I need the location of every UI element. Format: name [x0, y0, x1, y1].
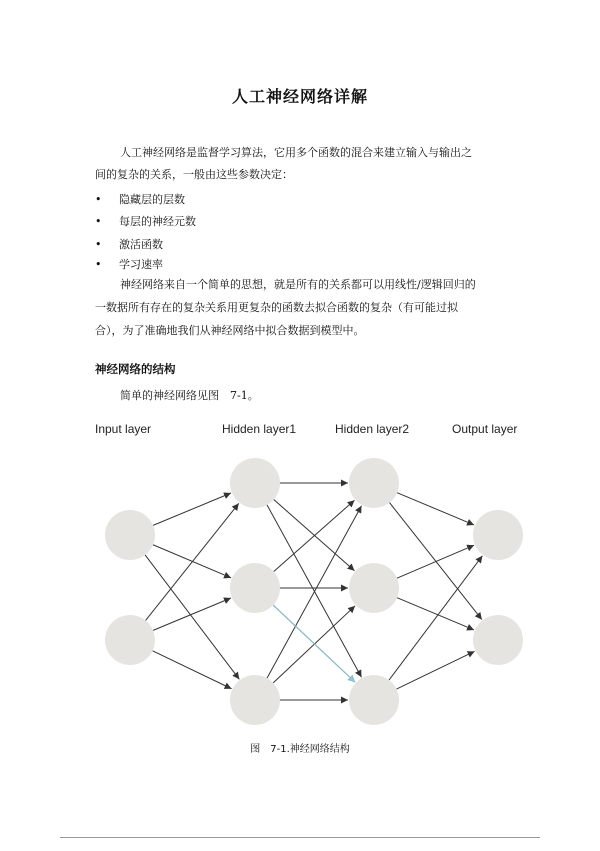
connection-edge	[397, 545, 474, 578]
network-node-layer-2	[230, 675, 280, 725]
bullet-item: • 每层的神经元数	[95, 215, 196, 228]
bullet-item: • 隐藏层的层数	[95, 193, 185, 206]
connection-edge	[145, 555, 239, 679]
network-node-layer-4	[473, 510, 523, 560]
connection-edge	[153, 493, 231, 525]
network-node-layer-2	[230, 458, 280, 508]
footer-rule	[60, 837, 540, 838]
network-node-layer-3	[349, 675, 399, 725]
bullet-item: • 激活函数	[95, 238, 163, 251]
bullet-text: 学习速率	[119, 258, 163, 271]
bullet-text: 激活函数	[119, 238, 163, 251]
bullet-text: 隐藏层的层数	[119, 193, 185, 206]
connection-edge	[153, 651, 232, 689]
layer-label-output: Output layer	[452, 422, 518, 436]
network-node-layer-3	[349, 563, 399, 613]
connection-edge	[397, 493, 474, 525]
bullet-text: 每层的神经元数	[119, 215, 196, 228]
document-title: 人工神经网络详解	[231, 87, 368, 106]
connection-edge	[146, 503, 239, 620]
network-node-layer-1	[105, 615, 155, 665]
bullet-item: • 学习速率	[95, 258, 163, 271]
layer-label-hidden2: Hidden layer2	[335, 422, 410, 436]
network-node-layer-1	[105, 510, 155, 560]
connection-edge	[153, 598, 231, 630]
figure-caption: 图 7-1.神经网络结构	[250, 744, 350, 755]
connection-edge	[389, 556, 482, 680]
layer-label-hidden1: Hidden layer1	[222, 422, 297, 436]
figure-reference: 简单的神经网络见图 7-1。	[120, 389, 259, 402]
network-node-layer-2	[230, 563, 280, 613]
body-line-1: 神经网络来自一个简单的思想，就是所有的关系都可以用线性/逻辑回归的	[120, 278, 476, 291]
body-line-2: 一数据所有存在的复杂关系用更复杂的函数去拟合函数的复杂（有可能过拟	[95, 301, 458, 314]
connection-edge	[397, 651, 475, 689]
section-heading: 神经网络的结构	[95, 362, 176, 376]
network-node-layer-3	[349, 458, 399, 508]
intro-line-1: 人工神经网络是监督学习算法，它用多个函数的混合来建立输入与输出之	[120, 146, 472, 159]
body-line-3: 合），为了准确地我们从神经网络中拟合数据到模型中。	[95, 324, 365, 337]
intro-line-2: 间的复杂的关系，一般由这些参数决定：	[95, 168, 293, 181]
connection-edge	[397, 598, 474, 630]
network-node-layer-4	[473, 615, 523, 665]
layer-label-input: Input layer	[95, 422, 152, 436]
